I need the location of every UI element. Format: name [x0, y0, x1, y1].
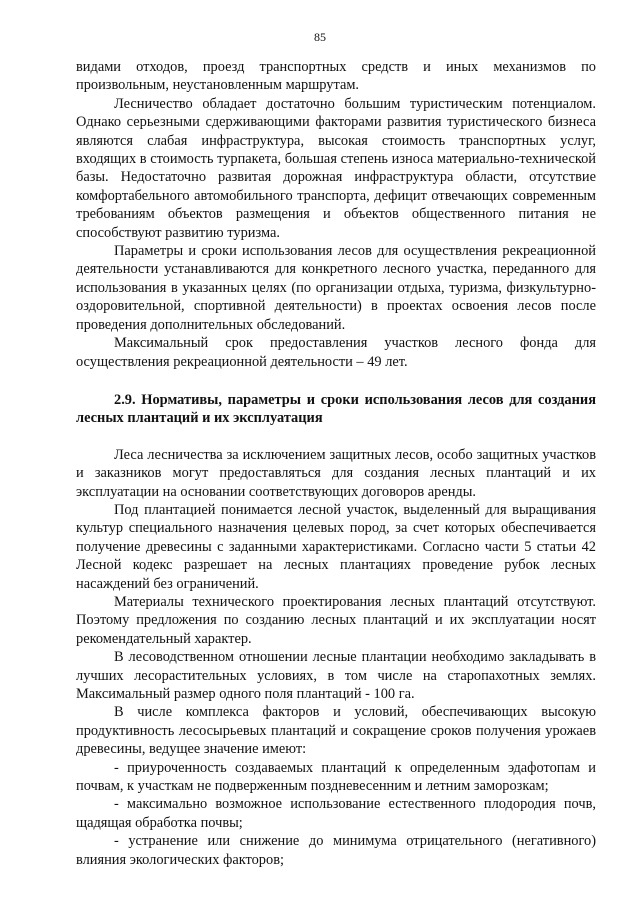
- paragraph: Лесничество обладает достаточно большим туристическим потенциалом. Однако серьезными сдерживающими факторами развития туристического бизнеса являются слабая инфраструктура, высокая стоимость транспортных услуг, входящих в стоимость турпакета, большая степень износа материально-технической базы. Недостаточно развитая дорожная инфраструктура области, отсутствие комфортабельного автомобильного транспорта, дефицит отвечающих современным требованиям объектов размещения и объектов общественного питания не способствуют развитию туризма.: [76, 95, 596, 241]
- paragraph: Под плантацией понимается лесной участок, выделенный для выращивания культур специального назначения целевых пород, за счет которых обеспечивается получение древесины с заданными характеристиками. Согласно части 5 статьи 42 Лесной кодекс разрешает на лесных плантациях проведение рубок лесных насаждений без ограничений.: [76, 501, 596, 592]
- list-item: - устранение или снижение до минимума отрицательного (негативного) влияния экологических факторов;: [76, 833, 596, 868]
- paragraph: Леса лесничества за исключением защитных лесов, особо защитных участков и заказников могут предоставляться для создания лесных плантаций и их эксплуатации на основании соответствующих договоров аренды.: [76, 446, 596, 500]
- paragraph: В числе комплекса факторов и условий, обеспечивающих высокую продуктивность лесосырьевых плантаций и сокращение сроков получения урожаев древесины, ведущее значение имеют:: [76, 704, 596, 758]
- list-item: - максимально возможное использование естественного плодородия почв, щадящая обработка почвы;: [76, 796, 596, 831]
- paragraph: В лесоводственном отношении лесные плантации необходимо закладывать в лучших лесорастительных условиях, в том числе на старопахотных землях. Максимальный размер одного поля плантаций - 100 га.: [76, 649, 596, 702]
- paragraph: Материалы технического проектирования лесных плантаций отсутствуют. Поэтому предложения по созданию лесных плантаций и их эксплуатации носят рекомендательный характер.: [76, 593, 596, 647]
- list-item: - приуроченность создаваемых плантаций к определенным эдафотопам и почвам, к участкам не подверженным поздневесенним и летним заморозкам;: [76, 759, 596, 795]
- paragraph: видами отходов, проезд транспортных средств и иных механизмов по произвольным, неустановленным маршрутам.: [76, 59, 596, 94]
- page-body: [76, 58, 596, 869]
- page-number: 85: [314, 30, 326, 44]
- paragraph: Максимальный срок предоставления участков лесного фонда для осуществления рекреационной деятельности – 49 лет.: [76, 335, 596, 370]
- paragraph: Параметры и сроки использования лесов для осуществления рекреационной деятельности устанавливаются для конкретного лесного участка, переданного для использования в указанных целях (по организации отдыха, туризма, физкультурно-оздоровительной, спортивной деятельности) в проектах освоения лесов после проведения дополнительных обследований.: [76, 243, 596, 333]
- section-heading: 2.9. Нормативы, параметры и сроки использования лесов для создания лесных плантаций и их эксплуатация: [76, 391, 596, 427]
